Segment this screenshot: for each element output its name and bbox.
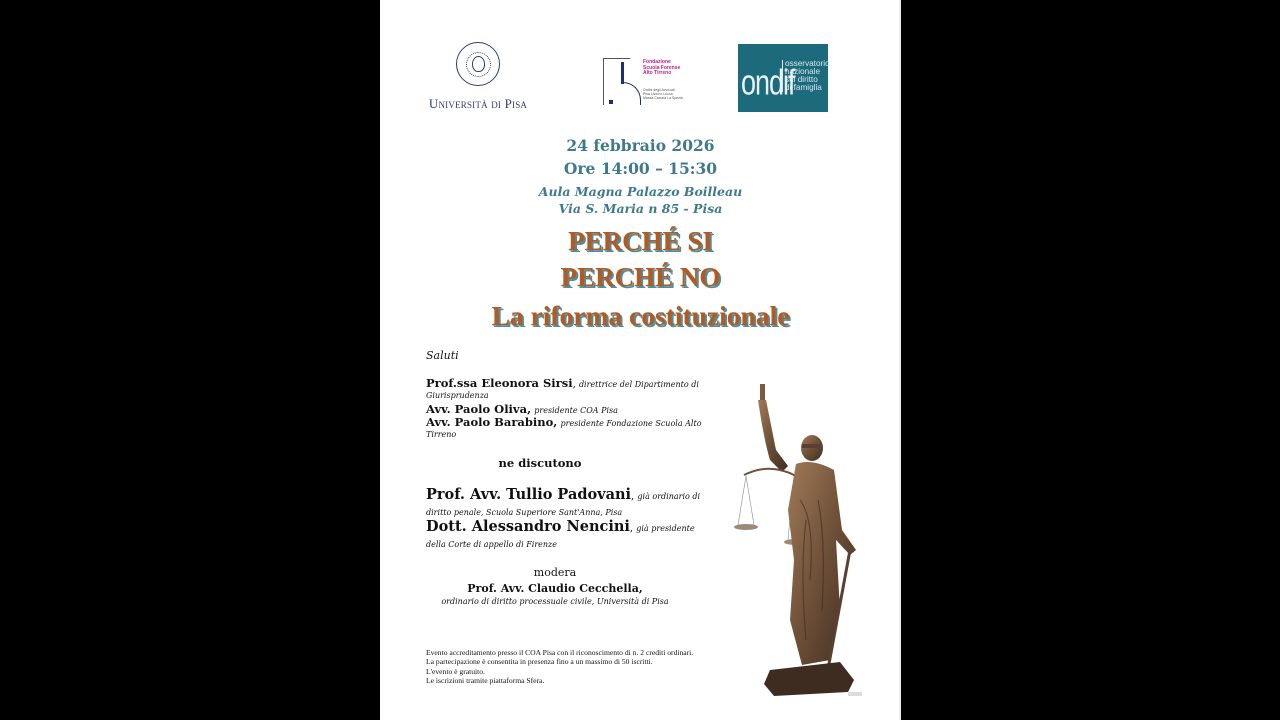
- speaker-item: Prof. Avv. Tullio Padovani, già ordinario di diritto penale, Scuola Superiore Sant'Anna, Pisa: [426, 486, 701, 517]
- greetings-label: Saluti: [426, 349, 459, 362]
- speaker-role: già presidente della Corte di appello di Firenze: [426, 524, 695, 549]
- speaker-item: Dott. Alessandro Nencini, già presidente della Corte di appello di Firenze: [426, 518, 695, 549]
- note-line: La partecipazione è consentita in presenza fino a un massimo di 50 iscritti.: [426, 657, 653, 667]
- fondazione-logo: [603, 58, 703, 108]
- university-name: Università di Pisa: [428, 96, 528, 111]
- event-place: Aula Magna Palazzo Boilleau: [538, 184, 743, 199]
- greeting-name: Avv. Paolo Oliva,: [426, 402, 532, 416]
- universita-di-pisa-logo: [427, 42, 529, 112]
- moderator-name-text: Prof. Avv. Claudio Cecchella: [467, 582, 639, 595]
- event-date: 24 febbraio 2026: [566, 136, 715, 155]
- fondazione-sub-line: Massa Carrara La Spezia: [643, 96, 683, 101]
- greeting-item: Prof.ssa Eleonora Sirsi, direttrice del Dipartimento di Giurisprudenza: [426, 376, 699, 400]
- title-line-1: PERCHÉ SI: [568, 226, 713, 256]
- ondif-text: [782, 60, 830, 92]
- moderator-name: Prof. Avv. Claudio Cecchella,: [467, 582, 643, 595]
- greeting-name: Prof.ssa Eleonora Sirsi: [426, 376, 573, 390]
- event-address: Via S. Maria n 85 - Pisa: [558, 201, 723, 216]
- ondif-text-line: sul diritto: [785, 75, 818, 84]
- fondazione-title-line: Alto Tirreno: [643, 70, 672, 77]
- ondif-text-line: di famiglia: [785, 83, 822, 92]
- greeting-name: Avv. Paolo Barabino,: [426, 415, 558, 429]
- fondazione-bar-icon: [621, 62, 624, 84]
- speaker-role: già ordinario di diritto penale, Scuola Superiore Sant'Anna, Pisa: [426, 492, 701, 517]
- note-line: L'evento è gratuito.: [426, 666, 485, 676]
- greeting-role: presidente COA Pisa: [534, 406, 618, 415]
- ondif-text-line: nazionale: [785, 67, 821, 76]
- university-seal-icon: [456, 42, 500, 86]
- fondazione-sub-line: Ordini degli Avvocati: [643, 88, 675, 92]
- title-line-2: PERCHÉ NO: [560, 262, 721, 292]
- ondif-wordmark: ondif: [741, 62, 795, 103]
- event-time: Ore 14:00 – 15:30: [563, 159, 718, 178]
- greeting-role: direttrice del Dipartimento di Giurisprudenza: [426, 380, 699, 400]
- fondazione-title: [643, 60, 680, 77]
- moderator-role: ordinario di diritto processuale civile, Università di Pisa: [441, 597, 669, 606]
- greeting-item: [426, 417, 716, 440]
- fondazione-dot-icon: [609, 100, 613, 104]
- speaker-name: Dott. Alessandro Nencini: [426, 518, 630, 535]
- speaker-name: Prof. Avv. Tullio Padovani: [426, 486, 632, 503]
- fondazione-title-line: Scuola Forense: [643, 64, 681, 71]
- ondif-text-line: osservatorio: [785, 59, 830, 68]
- fondazione-sub-line: Pisa Livorno Lucca: [643, 92, 673, 97]
- moderator-label: modera: [533, 566, 577, 579]
- discussion-label: ne discutono: [498, 456, 582, 470]
- ondif-logo: [738, 44, 828, 112]
- title-line-3: La riforma costituzionale: [491, 300, 790, 331]
- fondazione-curve-icon: [622, 82, 641, 105]
- greeting-role: presidente Fondazione Scuola Alto Tirreno: [426, 419, 702, 439]
- note-line: Le iscrizioni tramite piattaforma Sfera.: [426, 676, 545, 686]
- note-line: Evento accreditamento presso il COA Pisa con il riconoscimento di n. 2 crediti ordinari.: [426, 648, 694, 657]
- fondazione-title-line: Fondazione: [643, 59, 671, 65]
- event-notes: [426, 648, 726, 686]
- justice-statue-icon: [730, 380, 870, 700]
- fondazione-subtitle: [643, 88, 683, 101]
